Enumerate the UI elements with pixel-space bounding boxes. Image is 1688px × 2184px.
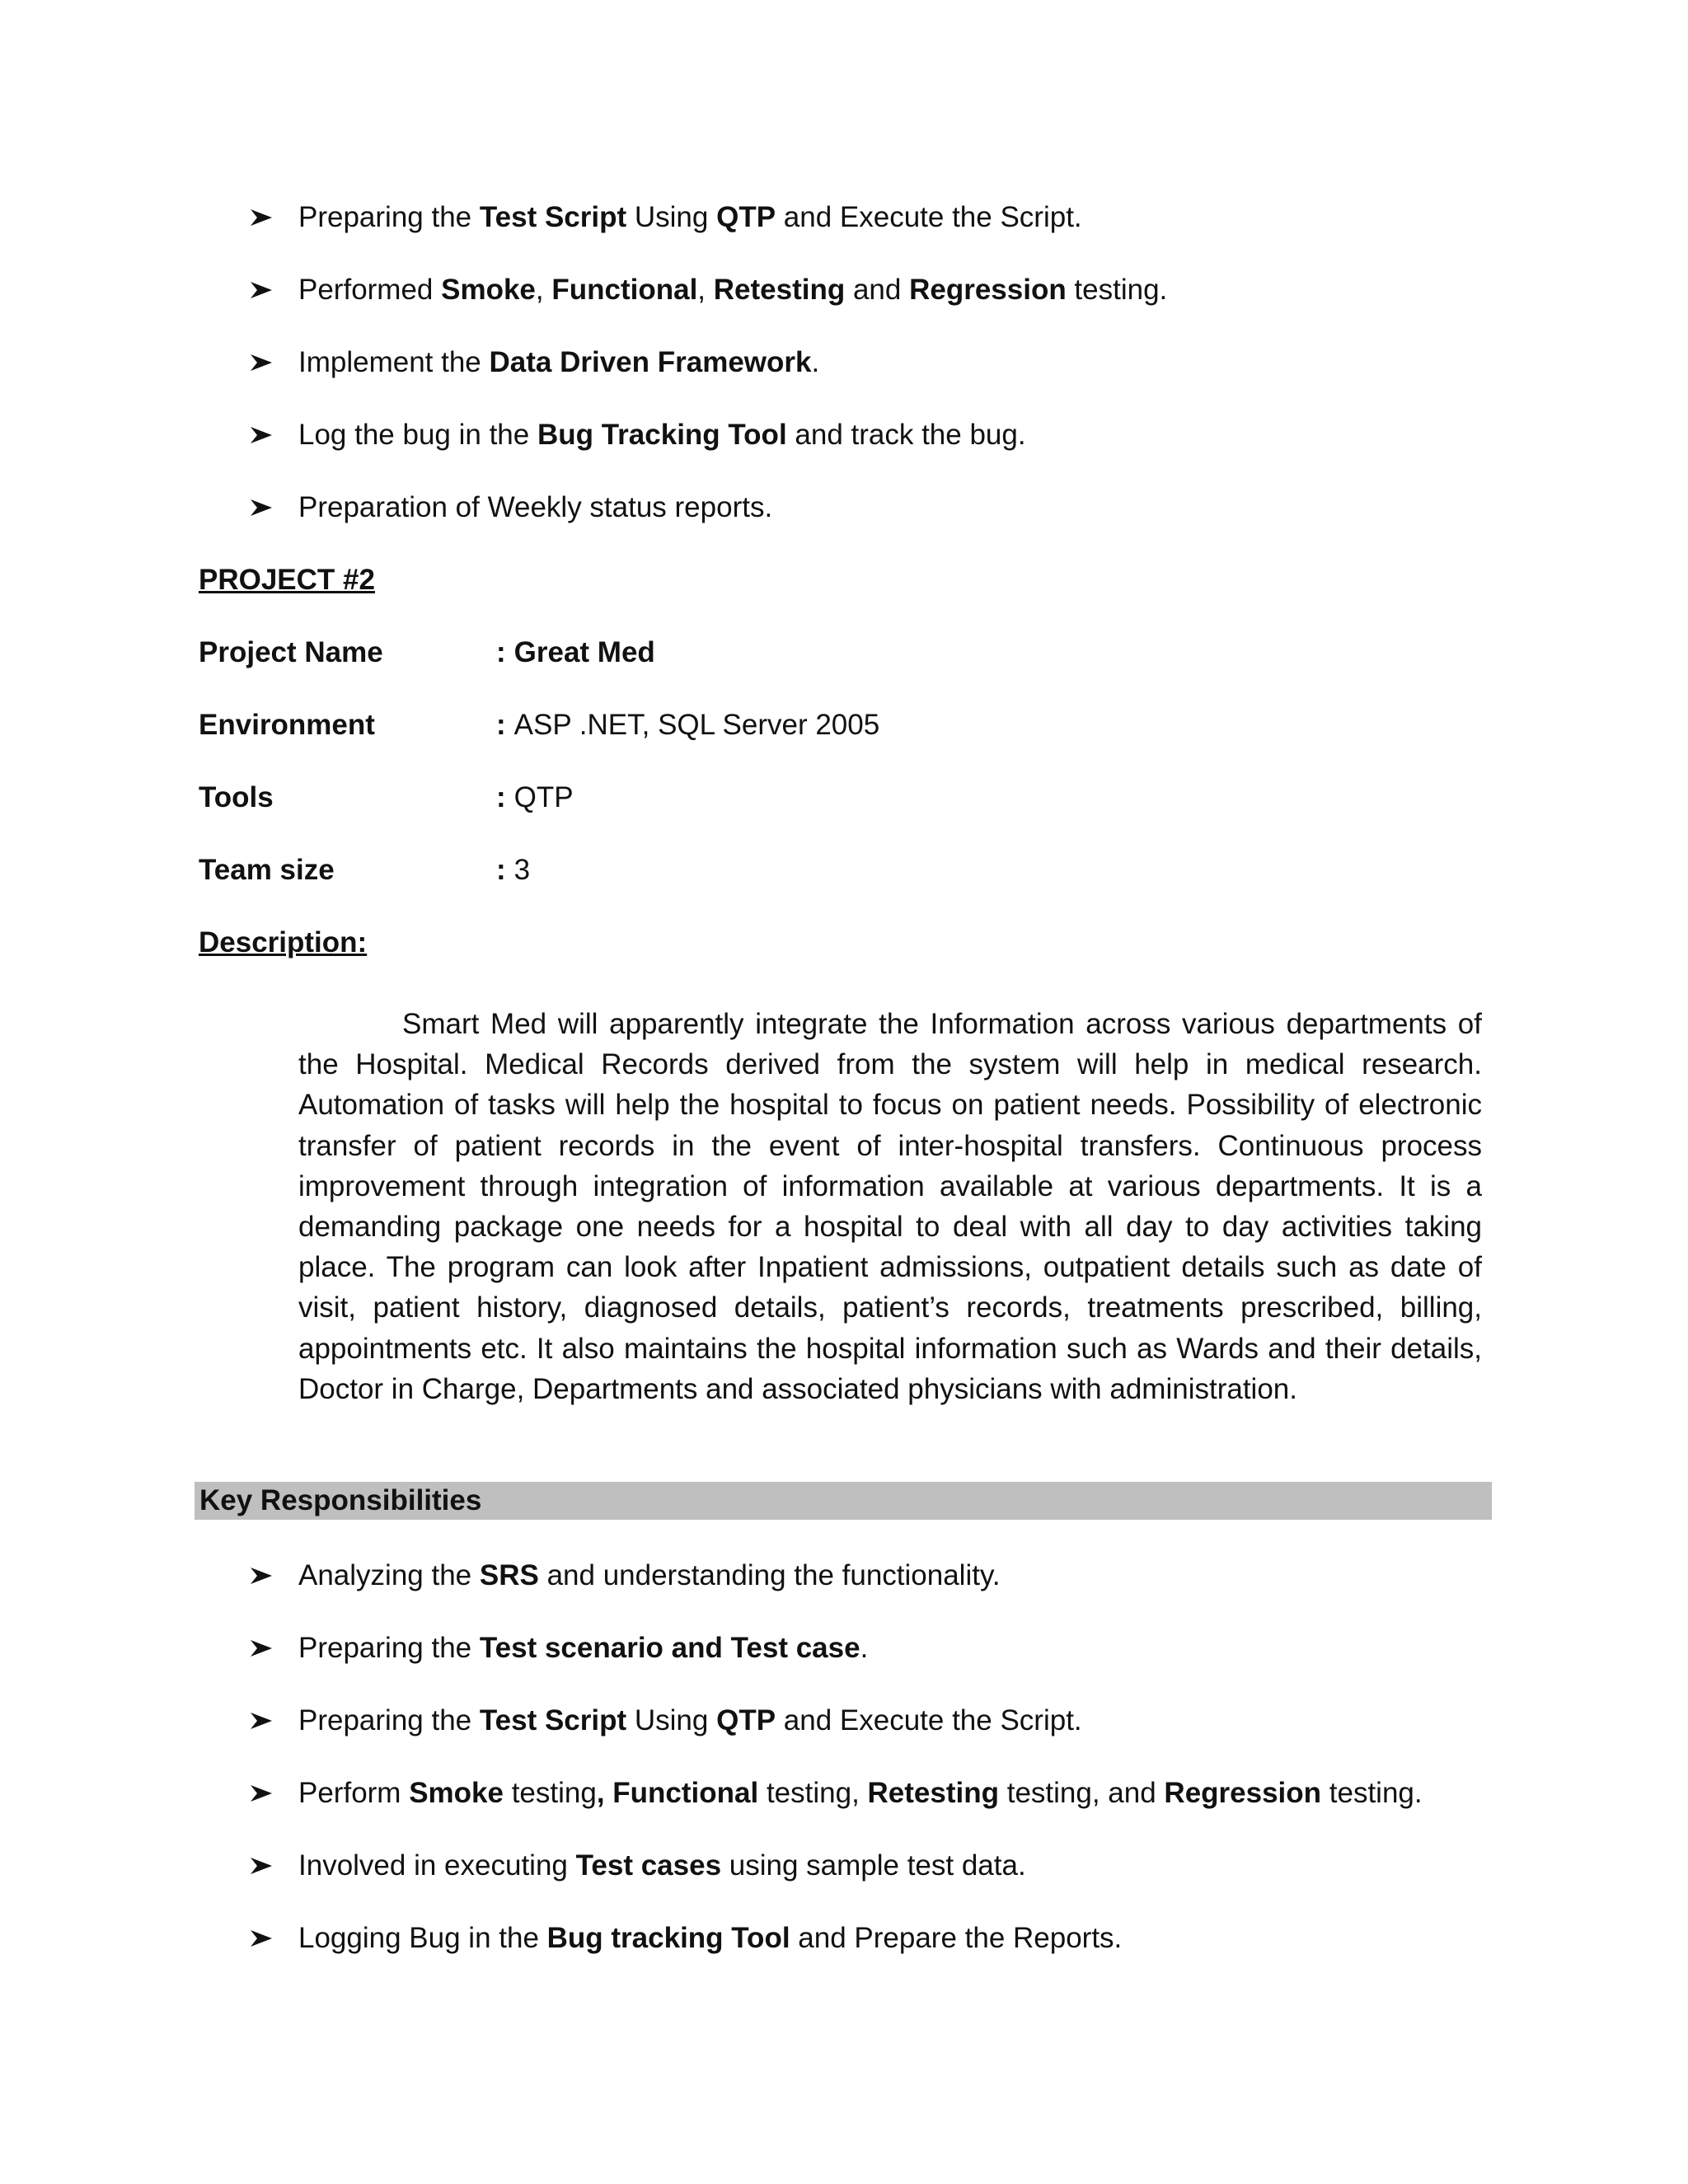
project-heading: PROJECT #2 (199, 564, 375, 596)
field-value-environment: : ASP .NET, SQL Server 2005 (496, 709, 880, 741)
arrowhead-bullet-icon (249, 1783, 274, 1803)
arrowhead-bullet-icon (249, 498, 274, 518)
arrowhead-bullet-icon (249, 280, 274, 300)
bullet-text: Preparation of Weekly status reports. (298, 491, 773, 523)
arrowhead-bullet-icon (249, 1711, 274, 1731)
field-label-project-name: Project Name (199, 636, 383, 668)
bullet-text: Performed Smoke, Functional, Retesting and Regression testing. (298, 274, 1168, 306)
arrowhead-bullet-icon (249, 1856, 274, 1876)
bullet-text: Perform Smoke testing, Functional testing, Retesting testing, and Regression testing. (298, 1777, 1423, 1809)
field-value-project-name: : Great Med (496, 636, 655, 668)
arrowhead-bullet-icon (249, 1566, 274, 1586)
bullet-text: Preparing the Test scenario and Test case. (298, 1632, 869, 1664)
field-value-team-size: : 3 (496, 854, 531, 886)
description-paragraph: Smart Med will apparently integrate the Information across various departments of the Hospital. Medical Records derived from the system will help in medical research. Automation of tasks will help the hospital to focus on patient needs. Possibility of electronic transfer of patient records in the event of inter-hospital transfers. Continuous process improvement through integration of information available at various departments. It is a demanding package one needs for a hospital to deal with all day to day activities taking place. The program can look after Inpatient admissions, outpatient details such as date of visit, patient history, diagnosed details, patient’s records, treatments prescribed, billing, appointments etc. It also maintains the hospital information such as Wards and their details, Doctor in Charge, Departments and associated physicians with administration. (298, 1008, 1482, 1405)
arrowhead-bullet-icon (249, 425, 274, 445)
field-value-tools: : QTP (496, 781, 574, 813)
arrowhead-bullet-icon (249, 1929, 274, 1948)
arrowhead-bullet-icon (249, 353, 274, 373)
field-label-team-size: Team size (199, 854, 335, 886)
bullet-text: Preparing the Test Script Using QTP and Execute the Script. (298, 201, 1082, 233)
key-responsibilities-bar (195, 1482, 1492, 1520)
bullet-text: Logging Bug in the Bug tracking Tool and Prepare the Reports. (298, 1922, 1123, 1954)
description-heading: Description: (199, 926, 368, 958)
bullet-text: Implement the Data Driven Framework. (298, 346, 820, 378)
bullet-text: Preparing the Test Script Using QTP and Execute the Script. (298, 1704, 1082, 1736)
bullet-text: Log the bug in the Bug Tracking Tool and track the bug. (298, 419, 1026, 451)
arrowhead-bullet-icon (249, 1638, 274, 1658)
arrowhead-bullet-icon (249, 208, 274, 227)
bullet-text: Analyzing the SRS and understanding the functionality. (298, 1559, 1001, 1591)
field-label-environment: Environment (199, 709, 375, 741)
field-label-tools: Tools (199, 781, 274, 813)
bullet-text: Involved in executing Test cases using sample test data. (298, 1849, 1026, 1882)
key-responsibilities-title: Key Responsibilities (199, 1484, 482, 1516)
